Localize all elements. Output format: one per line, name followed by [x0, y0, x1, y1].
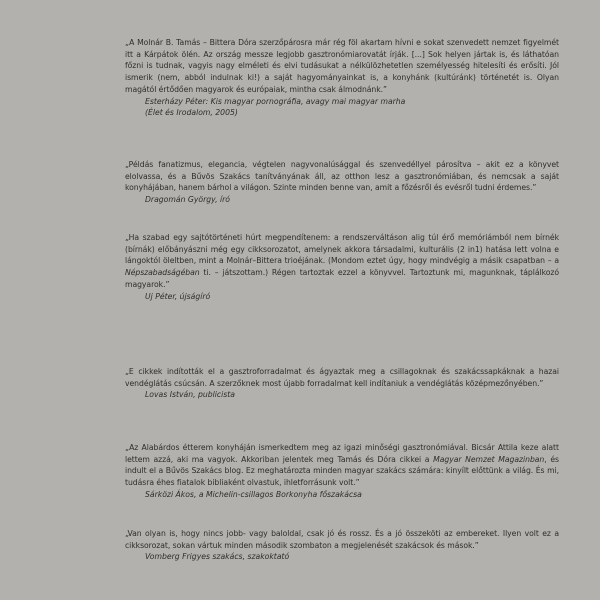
quote-text: ti. – játszottam.) Régen tartoztak ezzel a könyvvel. Tartoztunk mi, magunknak, táplálkozó magyarok.”	[125, 268, 559, 289]
blurb-quote	[125, 37, 559, 96]
quote-italic-title: Népszabadságéban	[125, 268, 200, 278]
blurb-esterhazy	[125, 37, 559, 119]
blurb-attribution: Vomberg Frigyes szakács, szakoktató	[145, 552, 290, 562]
quote-text: , és indult el a Bűvös Szakács blog. Ez meghatározta minden magyar szakács számára: kinyílt előttünk a világ. És mi, tudásra éhes fiatalok bibliaként olvastuk, ihletforrásunk volt.”	[125, 454, 559, 488]
quote-text: „Ha szabad egy sajtótörténeti húrt megpendítenem: a rendszerváltáson alig túl érő memóriámból nem bírnék (bírnák) előbányászni még egy cikksorozatot, amelynek akkora társadalmi, kulturális (2 in1) hatása lett volna e lángoktól öleltben, mint a Molnár–Bittera trioéjának. (Mondom eztet úgy, hogy mindvégig a másik csapatban – a	[125, 233, 559, 266]
quote-text: „A Molnár B. Tamás – Bittera Dóra szerzőpárosra már rég föl akartam hívni e sokat szenvedett nemzet figyelmét itt a Kárpátok ölén. Az ország messze legjobb gasztronómiarovatát írják. [...] Sok helyen jártak is, és láthatóan főzni is tudnak, vagyis nagy elméleti és elvi tudásukat a nélkülözhetetlen személyesség hitelesíti és erősíti. Jól ismerik (nem, abból indulnak ki!) a saját hagyományainkat is, a konyhánk (kultúránk) történetét is. Olyan magától értődően magyarok és európaiak, mintha csak álmodnánk.”	[125, 38, 559, 94]
blurb-quote	[125, 528, 559, 551]
blurb-attribution: Dragomán György, író	[145, 195, 230, 205]
blurb-vomberg	[125, 528, 559, 563]
quote-text: „Az Alabárdos étterem konyháján ismerkedtem meg az igazi minőségi gasztronómiával. Bicsár Attila keze alatt lettem azzá, aki ma vagyok. Akkoriban jelentek meg Tamás és Dóra cikkei a	[125, 443, 559, 464]
blurb-quote	[125, 442, 559, 489]
blurb-attribution: Esterházy Péter: Kis magyar pornográfia, avagy mai magyar marha	[145, 96, 406, 106]
blurb-attribution: Lovas István, publicista	[145, 390, 235, 400]
quote-text: „Van olyan is, hogy nincs jobb- vagy baloldal, csak jó és rossz. És a jó összeköti az embereket. Ilyen volt ez a cikksorozat, sokan vártuk minden második szombaton a megjelenését szakácsok és mások.”	[125, 529, 559, 550]
blurb-uj	[125, 232, 559, 302]
blurb-attribution: Sárközi Ákos, a Michelin-csillagos Borkonyha főszakácsa	[145, 489, 362, 499]
blurb-attribution: Uj Péter, újságíró	[145, 291, 211, 301]
blurb-quote	[125, 159, 559, 194]
blurb-lovas	[125, 366, 559, 401]
quote-text: „Példás fanatizmus, elegancia, végtelen nagyvonalúsággal és szenvedéllyel párosítva – akit ez a könyvet elolvassa, és a Bűvös Szakács tanítványának áll, az otthon lesz a gasztronómiában, és nemcsak a saját konyhájában, hanem bárhol a világon. Szinte minden benne van, amit a főzésről és evésről tudni érdemes.”	[125, 160, 559, 193]
quote-text: „E cikkek indították el a gasztroforradalmat és ágyaztak meg a csillagoknak és szakácssapkáknak a hazai vendéglátás csúcsán. A szerzőknek most újabb forradalmat kell indítaniuk a vendéglátás középmezőnyében.”	[125, 367, 559, 388]
quote-italic-title: Magyar Nemzet Magazinban	[433, 454, 545, 464]
blurb-dragoman	[125, 159, 559, 206]
blurb-quote	[125, 366, 559, 389]
blurb-source: (Élet és Irodalom, 2005)	[145, 108, 238, 118]
blurb-sarkozi	[125, 442, 559, 501]
blurb-quote	[125, 232, 559, 291]
